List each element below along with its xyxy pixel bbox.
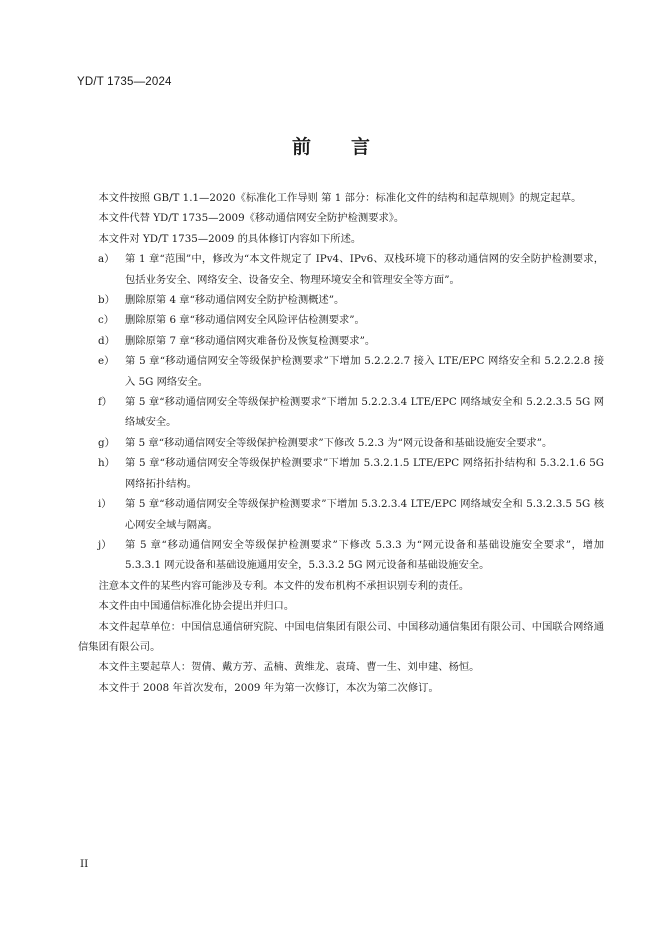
list-item: [78, 535, 604, 576]
list-item-text: 第 1 章“范围”中，修改为“本文件规定了 IPv4、IPv6、双栈环境下的移动通信网的安全防护检测要求，包括业务安全、网络安全、设备安全、物理环境安全和管理安全等方面”。: [125, 253, 604, 286]
page-number: II: [80, 858, 89, 870]
list-item-text: 第 5 章“移动通信网安全等级保护检测要求”下修改 5.2.3 为“网元设备和基础设施安全要求”。: [125, 436, 553, 449]
list-item-text: 删除原第 6 章“移动通信网安全风险评估检测要求”。: [125, 314, 365, 327]
list-item: [78, 433, 604, 453]
paragraph: 本文件对 YD/T 1735—2009 的具体修订内容如下所述。: [98, 232, 362, 245]
list-marker: h）: [98, 457, 115, 470]
list-item: [78, 249, 604, 290]
list-marker: e）: [98, 355, 115, 368]
list-item: [78, 331, 604, 351]
foreword-body: [78, 188, 604, 698]
list-item: [78, 392, 604, 433]
paragraph: 本文件由中国通信标准化协会提出并归口。: [98, 600, 295, 613]
paragraph: 本文件主要起草人：贺倩、戴方芳、孟楠、黄维龙、袁琦、曹一生、刘申建、杨恒。: [98, 661, 480, 674]
paragraph: 本文件于 2008 年首次发布，2009 年为第一次修订，本次为第二次修订。: [98, 681, 439, 694]
list-marker: a）: [98, 253, 115, 266]
list-marker: b）: [98, 294, 115, 307]
list-item-text: 第 5 章“移动通信网安全等级保护检测要求”下增加 5.3.2.1.5 LTE/EPC 网络拓扑结构和 5.3.2.1.6 5G 网络拓扑结构。: [125, 457, 604, 490]
list-item-text: 第 5 章“移动通信网安全等级保护检测要求”下增加 5.2.2.3.4 LTE/EPC 网络域安全和 5.2.2.3.5 5G 网络域安全。: [125, 396, 604, 429]
list-item-text: 第 5 章“移动通信网安全等级保护检测要求”下增加 5.2.2.2.7 接入 LTE/EPC 网络安全和 5.2.2.2.8 接入 5G 网络安全。: [125, 355, 604, 388]
paragraph: 注意本文件的某些内容可能涉及专利。本文件的发布机构不承担识别专利的责任。: [98, 579, 470, 592]
paragraph: 本文件起草单位：中国信息通信研究院、中国电信集团有限公司、中国移动通信集团有限公司、中国联合网络通信集团有限公司。: [78, 620, 604, 653]
list-item-text: 删除原第 4 章“移动通信网安全防护检测概述”。: [125, 294, 345, 307]
list-item: [78, 494, 604, 535]
list-item-text: 删除原第 7 章“移动通信网灾难备份及恢复检测要求”。: [125, 334, 376, 347]
list-marker: j）: [98, 538, 112, 551]
list-marker: c）: [98, 314, 115, 327]
list-marker: g）: [98, 436, 115, 449]
list-item: [78, 290, 604, 310]
list-item: [78, 310, 604, 330]
title-char-1: 前: [291, 136, 311, 158]
page-title: [0, 132, 662, 159]
list-marker: f）: [98, 396, 113, 409]
list-marker: d）: [98, 334, 115, 347]
list-marker: i）: [98, 498, 112, 511]
title-char-2: 言: [351, 136, 371, 158]
list-item: [78, 351, 604, 392]
standard-id: YD/T 1735—2024: [77, 76, 172, 88]
list-item-text: 第 5 章“移动通信网安全等级保护检测要求”下修改 5.3.3 为“网元设备和基础设施安全要求”，增加 5.3.3.1 网元设备和基础设施通用安全，5.3.3.2 5G 网元设备和基础设施安全。: [125, 538, 604, 572]
list-item: [78, 453, 604, 494]
paragraph: 本文件代替 YD/T 1735—2009《移动通信网安全防护检测要求》。: [98, 212, 405, 225]
list-item-text: 第 5 章“移动通信网安全等级保护检测要求”下增加 5.3.2.3.4 LTE/EPC 网络域安全和 5.3.2.3.5 5G 核心网安全域与隔离。: [125, 498, 604, 531]
paragraph: 本文件按照 GB/T 1.1—2020《标准化工作导则 第 1 部分：标准化文件的结构和起草规则》的规定起草。: [98, 192, 582, 204]
